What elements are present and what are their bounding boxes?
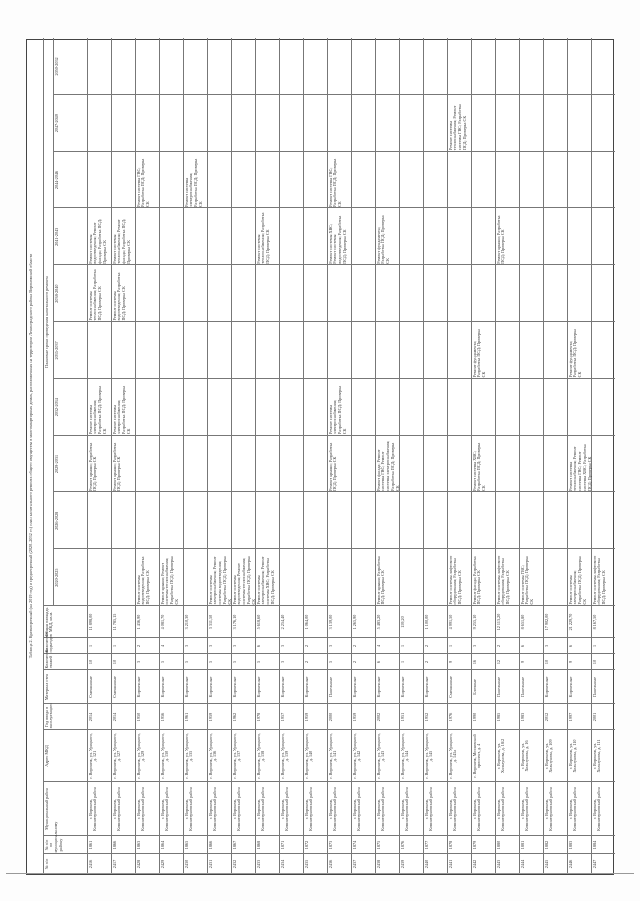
table-cell: г. Воронеж, Коминтерновский район — [543, 787, 554, 831]
table-cell: 2416 — [87, 859, 93, 869]
table-cell: 1952 — [423, 712, 429, 722]
repair-works-cell: Ремонт системы водоотведения; Ремонт фасада; Разработка ПСД; Проверка СК — [87, 218, 107, 264]
repair-works-cell: Ремонт системы теплоснабжения; Разработка ПСД; Проверка СК — [87, 269, 103, 321]
table-cell: 1 436,90 — [135, 614, 141, 630]
table-cell: 1959 — [303, 712, 309, 722]
table-cell: Панельные — [327, 677, 333, 697]
table-cell: 9 — [567, 660, 573, 664]
table-cell: Кирпичные — [567, 676, 573, 698]
table-cell: 2435 — [303, 859, 309, 869]
table-cell: г. Воронеж, ул. Хользунова, д. 111 — [591, 739, 602, 773]
table-cell: 1957 — [279, 712, 285, 722]
table-cell: 1876 — [399, 840, 405, 850]
table-cell: 1866 — [207, 840, 213, 850]
table-cell: 1 — [591, 644, 597, 648]
repair-works-cell: Ремонт фундамента; Разработка ПСД; Проверка СК — [567, 329, 583, 378]
table-cell: г. Воронеж, ул. Урицкого, д. 130 — [159, 733, 170, 779]
table-cell: 4 — [375, 644, 381, 648]
table-cell: г. Воронеж, Коминтерновский район — [159, 787, 170, 831]
table-cell: 4 081,70 — [159, 614, 165, 630]
table-cell: Смешанные — [111, 676, 117, 698]
table-cell: г. Воронеж, ул. Урицкого, д. 138 — [255, 733, 266, 779]
table-cell: Кирпичные — [135, 676, 141, 698]
table-cell: Кирпичные — [543, 676, 549, 698]
table-cell: 3 — [231, 644, 237, 648]
table-cell: 6 — [375, 660, 381, 664]
table-cell: г. Воронеж, Коминтерновский район — [279, 787, 290, 831]
page-bottom-rule — [6, 873, 634, 874]
column-rule — [43, 653, 615, 654]
repair-works-cell: Ремонт фасада; Разработка ПСД; Проверка СК — [471, 556, 482, 605]
table-cell: г. Воронеж, Коминтерновский район — [471, 787, 482, 831]
table-cell: 3 210,30 — [183, 614, 189, 630]
column-rule — [43, 637, 615, 638]
table-cell: 2430 — [183, 859, 189, 869]
table-cell: г. Воронеж, ул. Урицкого, д. 137 — [231, 733, 242, 779]
column-header: Адрес МКД — [43, 745, 49, 767]
repair-works-cell: Ремонт фасада; Ремонт системы ГВС; Ремонт системы электроснабжения; Разработка ПСД; Проверка СК — [375, 440, 400, 491]
table-cell: Кирпичные — [207, 676, 213, 698]
table-cell: 1951 — [399, 712, 405, 722]
column-rule — [43, 853, 615, 854]
table-cell: 5 — [327, 660, 333, 664]
table-cell: г. Воронеж, Московский проспект, д. 4 — [471, 734, 482, 778]
period-header: 2032-2034 — [53, 398, 59, 417]
table-cell: 17 902,00 — [543, 613, 549, 631]
repair-works-cell: Ремонт системы лифтового оборудования; Разработка ПСД; Проверка СК — [591, 555, 607, 605]
table-cell: Кирпичные — [351, 676, 357, 698]
table-cell: Кирпичные — [375, 676, 381, 698]
table-cell: 16 — [471, 659, 477, 665]
table-cell: 1978 — [255, 712, 261, 722]
table-cell: г. Воронеж, Коминтерновский район — [135, 787, 146, 831]
repair-works-cell: Ремонт крыши; Разработка ПСД; Проверка СК — [87, 442, 98, 491]
repair-works-cell: Ремонт системы электроснабжения; Разработка ПСД; Проверка СК — [567, 556, 587, 605]
repair-works-cell: Ремонт системы лифтового оборудования; Разработка ПСД; Проверка СК — [495, 555, 511, 605]
table-cell: 1861 — [87, 840, 93, 850]
table-cell: г. Воронеж, Коминтерновский район — [519, 787, 530, 831]
table-cell: 2436 — [327, 859, 333, 869]
table-cell: г. Воронеж, ул. Урицкого, д. 145 — [423, 733, 434, 779]
table-cell: 1882 — [543, 840, 549, 850]
column-header: Год ввода в эксплуатацию — [43, 703, 54, 729]
table-cell: 1983 — [519, 712, 525, 722]
table-cell: 6 — [255, 644, 261, 648]
table-cell: г. Воронеж, ул. Урицкого, д. 141 — [327, 733, 338, 779]
table-cell: Смешанные — [87, 676, 93, 698]
table-cell: 3 176,10 — [231, 614, 237, 630]
table-cell: Кирпичные — [159, 676, 165, 698]
table-cell: 5 — [183, 660, 189, 664]
table-cell: 9 — [447, 660, 453, 664]
table-cell: 3 — [207, 644, 213, 648]
table-cell: 2442 — [471, 859, 477, 869]
repair-works-cell: Ремонт системы теплоснабжения; Ремонт системы ГВС; Разработка ПСД; Проверка СК — [447, 104, 467, 151]
table-cell: 2431 — [207, 859, 213, 869]
table-cell: Панельные — [495, 677, 501, 697]
table-cell: 1868 — [255, 840, 261, 850]
table-cell: 1881 — [519, 840, 525, 850]
table-cell: 10 — [591, 659, 597, 665]
repair-works-cell: Ремонт системы водоотведения; Ремонт системы теплоснабжения; Разработка ПСД; Проверка СК — [231, 556, 256, 605]
table-cell: Кирпичные — [423, 676, 429, 698]
table-cell: 2 — [423, 660, 429, 664]
repair-works-cell: Ремонт системы электроснабжения; Разработка ПСД; Проверка СК — [87, 385, 107, 435]
period-header: 2026-2028 — [53, 511, 59, 530]
column-rule — [53, 264, 615, 265]
table-cell: 1865 — [183, 840, 189, 850]
repair-works-cell: Ремонт системы водоотведения; Разработка ПСД; Проверка СК — [111, 272, 127, 321]
table-cell: 21 229,70 — [567, 613, 573, 631]
table-cell: 2438 — [375, 859, 381, 869]
column-rule — [53, 378, 615, 379]
table-cell: г. Воронеж, Коминтерновский район — [327, 787, 338, 831]
table-cell: 2429 — [159, 859, 165, 869]
table-cell: 1866 — [111, 840, 117, 850]
table-cell: г. Воронеж, ул. Урицкого, д. 139 — [279, 733, 290, 779]
column-header: № п/п — [43, 858, 49, 870]
table-cell: 2443 — [495, 859, 501, 869]
table-cell: 5 618,60 — [255, 614, 261, 630]
table-cell: 3 — [543, 644, 549, 648]
table-cell: 1976 — [447, 712, 453, 722]
repair-works-cell: Ремонт системы теплоснабжения; Ремонт фасада; Разработка ПСД; Проверка СК — [111, 218, 131, 264]
repair-works-cell: Ремонт системы ХВС; Ремонт системы водоотведения; Разработка ПСД; Проверка СК — [327, 215, 347, 264]
table-cell: 12 113,20 — [495, 613, 501, 631]
table-cell: г. Воронеж, ул. Хользунова, д. 18/2 — [495, 738, 506, 774]
table-cell: 1880 — [495, 840, 501, 850]
table-cell: г. Воронеж, Коминтерновский район — [399, 787, 410, 831]
table-cell: 2432 — [231, 859, 237, 869]
repair-works-cell: Ремонт крыши; Ремонт системы теплоснабжения; Разработка ПСД; Проверка СК — [159, 556, 179, 605]
table-cell: г. Воронеж, Коминтерновский район — [111, 787, 122, 831]
table-cell: 9 — [519, 660, 525, 664]
table-cell: г. Воронеж, Коминтерновский район — [255, 787, 266, 831]
table-cell: 1872 — [303, 840, 309, 850]
table-cell: 1864 — [159, 840, 165, 850]
repair-works-cell: Ремонт фундамента; Разработка ПСД; Проверка СК — [471, 329, 487, 378]
table-cell: 2441 — [447, 859, 453, 869]
table-cell: 5 — [231, 660, 237, 664]
table-cell: 3 311,50 — [207, 614, 213, 630]
table-cell: 2445 — [543, 859, 549, 869]
table-cell: 2002 — [375, 712, 381, 722]
table-cell: 2428 — [135, 859, 141, 869]
period-header: 2047-2049 — [53, 114, 59, 133]
table-cell: 2447 — [591, 859, 597, 869]
table-cell: 2 — [495, 644, 501, 648]
column-rule — [43, 703, 615, 704]
table-cell: г. Воронеж, ул. Урицкого, д. 142 — [351, 733, 362, 779]
table-cell: 1874 — [351, 840, 357, 850]
table-cell: 1875 — [375, 840, 381, 850]
table-cell: 8 167,50 — [591, 614, 597, 630]
table-cell: Блочные — [471, 679, 477, 695]
table-cell: 1959 — [207, 712, 213, 722]
table-cell: 1878 — [447, 840, 453, 850]
column-rule — [43, 605, 615, 606]
table-cell: г. Воронеж, Коминтерновский район — [591, 787, 602, 831]
column-rule — [53, 94, 615, 95]
repair-works-cell: Ремонт крыши; Разработка ПСД; Проверка СК — [111, 442, 122, 491]
table-cell: 10 — [87, 659, 93, 665]
repair-works-cell: Ремонт фундамента; Разработка ПСД; Проверка СК — [375, 215, 391, 264]
table-cell: 2446 — [567, 859, 573, 869]
table-cell: г. Воронеж, ул. Урицкого, д. 127 — [111, 733, 122, 779]
table-cell: 12 — [495, 659, 501, 665]
table-cell: 10 — [543, 659, 549, 665]
table-cell: 11 785,15 — [111, 613, 117, 631]
table-cell: 2014 — [111, 712, 117, 722]
repair-works-cell: Ремонт системы электроснабжения; Ремонт системы водоотведения; Разработка ПСД; Проверка СК — [207, 556, 232, 605]
table-cell: 1877 — [423, 840, 429, 850]
table-cell: Кирпичные — [255, 676, 261, 698]
table-cell: 6 — [567, 644, 573, 648]
table-cell: 2439 — [399, 859, 405, 869]
table-cell: 2014 — [87, 712, 93, 722]
table-cell: 11 898,00 — [87, 613, 93, 631]
table-cell: 2001 — [591, 712, 597, 722]
column-rule — [43, 835, 615, 836]
table-cell: 1 064,00 — [303, 614, 309, 630]
table-cell: 1879 — [471, 840, 477, 850]
table-cell: Кирпичные — [279, 676, 285, 698]
repair-works-cell: Ремонт системы ГВС; Разработка ПСД; Проверка СК — [327, 158, 343, 207]
period-header: 2041-2043 — [53, 227, 59, 246]
table-cell: 1997 — [567, 712, 573, 722]
table-cell: г. Воронеж, ул. Урицкого, д. 136 — [207, 733, 218, 779]
period-header: 2035-2037 — [53, 341, 59, 360]
table-cell: 1950 — [135, 712, 141, 722]
table-cell: г. Воронеж, ул. Урицкого, д. 129 — [135, 733, 146, 779]
table-cell: Смешанные — [447, 676, 453, 698]
table-cell: 1962 — [231, 712, 237, 722]
column-rule — [53, 207, 615, 208]
table-cell: 3 139,00 — [327, 614, 333, 630]
table-cell: г. Воронеж, ул. Урицкого, д. 121 — [87, 733, 98, 779]
table-cell: 1956 — [159, 712, 165, 722]
repair-works-cell: Ремонт системы теплоснабжения; Разработка ПСД; Проверка СК — [255, 212, 271, 264]
table-cell: 3 — [135, 660, 141, 664]
table-cell: г. Воронеж, ул. Урицкого, д. 135 — [183, 733, 194, 779]
table-cell: 1990 — [471, 712, 477, 722]
table-cell: 1 — [87, 644, 93, 648]
column-rule — [43, 729, 615, 730]
table-cell: 1884 — [591, 840, 597, 850]
repair-works-cell: Ремонт системы ХВС; Разработка ПСД; Проверка СК — [471, 442, 487, 491]
table-cell: 2012 — [543, 712, 549, 722]
table-cell: 9 255,10 — [471, 614, 477, 630]
table-cell: 2 — [135, 644, 141, 648]
repair-works-cell: Ремонт системы ГВС; Разработка ПСД; Проверка СК — [519, 556, 535, 605]
repair-works-cell: Ремонт системы электроснабжения; Ремонт системы ХВС; Разработка ПСД; Проверка СК — [255, 556, 275, 605]
column-header: Муниципальный район — [43, 788, 49, 830]
table-cell: 3 — [471, 644, 477, 648]
column-rule — [53, 491, 615, 492]
table-cell: 2417 — [111, 859, 117, 869]
table-cell: Кирпичные — [399, 676, 405, 698]
table-cell: Панельные — [591, 677, 597, 697]
table-cell: 1867 — [231, 840, 237, 850]
table-cell: 4 991,50 — [447, 614, 453, 630]
repair-works-cell: Ремонт системы лифтового оборудования; Разработка ПСД; Проверка СК — [447, 555, 463, 605]
column-header: Общая площадь МКД, кв.м. — [43, 607, 54, 637]
repair-works-cell: Ремонт крыши; Разработка ПСД; Проверка СК — [495, 215, 506, 264]
table-cell: г. Воронеж, Коминтерновский район — [375, 787, 386, 831]
repair-works-cell: Ремонт крыши; Разработка ПСД; Проверка СК — [375, 556, 386, 605]
table-cell: 3 — [327, 644, 333, 648]
table-cell: 1873 — [327, 840, 333, 850]
table-cell: г. Воронеж, Коминтерновский район — [495, 787, 506, 831]
table-cell: г. Воронеж, ул. Урицкого, д. 145а — [447, 733, 458, 779]
table-cell: г. Воронеж, ул. Хользунова, д. 109 — [543, 739, 554, 773]
table-cell: 3 — [279, 644, 285, 648]
table-cell: 2 — [351, 644, 357, 648]
table-cell: г. Воронеж, ул. Хользунова, д. 16 — [519, 740, 530, 772]
table-cell: Кирпичные — [303, 676, 309, 698]
column-rule — [53, 435, 615, 436]
table-cell: 5 — [255, 660, 261, 664]
table-cell: г. Воронеж, Коминтерновский район — [207, 787, 218, 831]
table-cell: 2 — [351, 660, 357, 664]
table-cell: 1863 — [135, 840, 141, 850]
table-cell: г. Воронеж, Коминтерновский район — [447, 787, 458, 831]
table-cell: 1 100,00 — [423, 614, 429, 630]
table-cell: г. Воронеж, ул. Урицкого, д. 144 — [399, 733, 410, 779]
table-cell: г. Воронеж, ул. Урицкого, д. 143 — [375, 733, 386, 779]
table-cell: 2 — [303, 644, 309, 648]
period-header: 2020-2025 — [53, 568, 59, 587]
column-rule — [53, 548, 615, 549]
table-cell: 1 — [399, 644, 405, 648]
repair-works-cell: Ремонт крыши; Разработка ПСД; Проверка СК — [327, 442, 338, 491]
table-cell: Кирпичные — [231, 676, 237, 698]
table-cell: 5 — [207, 660, 213, 664]
table-cell: г. Воронеж, ул. Хользунова, д. 110 — [567, 739, 578, 773]
column-rule — [53, 321, 615, 322]
table-cell: 1 — [111, 644, 117, 648]
repair-works-cell: Ремонт системы электроснабжения; Разработка ПСД; Проверка СК — [183, 158, 203, 207]
table-cell: 1 — [399, 660, 405, 664]
table-cell: г. Воронеж, Коминтерновский район — [423, 787, 434, 831]
column-rule — [43, 669, 615, 670]
period-header: 2029-2031 — [53, 454, 59, 474]
table-cell: 1 — [447, 644, 453, 648]
periods-header: Плановые сроки проведения капитального ремонта — [44, 276, 49, 368]
table-cell: г. Воронеж, Коминтерновский район — [351, 787, 362, 831]
repair-works-cell: Ремонт системы электроснабжения; Разработка ПСД; Проверка СК — [111, 385, 131, 435]
table-cell: г. Воронеж, Коминтерновский район — [567, 787, 578, 831]
table-cell: 1985 — [495, 712, 501, 722]
table-cell: 2 — [423, 644, 429, 648]
table-cell: 6 — [519, 644, 525, 648]
table-cell: 2 254,40 — [279, 614, 285, 630]
table-cell: 1883 — [567, 840, 573, 850]
table-cell: 4 — [159, 644, 165, 648]
capital-repair-table — [26, 39, 614, 875]
table-cell: 10 — [111, 659, 117, 665]
table-cell: 159,20 — [399, 616, 405, 628]
column-header: № п/п по муниципальному району — [43, 821, 63, 853]
column-header: Материал стен — [43, 673, 49, 701]
table-cell: г. Воронеж, Коминтерновский район — [87, 787, 98, 831]
table-cell: г. Воронеж, ул. Урицкого, д. 140 — [303, 733, 314, 779]
table-cell: 1961 — [183, 712, 189, 722]
table-cell: Панельные — [519, 677, 525, 697]
period-header: 2044-2046 — [53, 170, 59, 190]
table-cell: 5 483,20 — [375, 614, 381, 630]
table-cell: г. Воронеж, Коминтерновский район — [183, 787, 194, 831]
table-cell: г. Воронеж, Коминтерновский район — [231, 787, 242, 831]
table-cell: 2437 — [351, 859, 357, 869]
table-cell: 2 — [303, 660, 309, 664]
column-header: Количество подъездов — [43, 631, 54, 653]
period-header: 2050-2052 — [53, 57, 59, 76]
repair-works-cell: Ремонт системы теплоснабжения; Ремонт системы ГВС; Ремонт системы ХВС; Разработка ПСД; Проверка СК — [567, 444, 592, 491]
table-cell: 5 — [159, 660, 165, 664]
table-cell: 1 265,90 — [351, 614, 357, 630]
rotated-table-container — [26, 39, 614, 875]
table-cell: 1959 — [351, 712, 357, 722]
table-cell: 2434 — [279, 859, 285, 869]
table-title: Таблица 2. Краткосрочный (на 2019 год) и среднесрочный (2020–2052 гг.) план капитального ремонта общего имущества в многоквартирных домах, расположенных на территории Ленинградского района Воронежской области — [28, 253, 33, 659]
column-header: Количество этажей — [43, 647, 54, 669]
table-cell: г. Воронеж, Коминтерновский район — [303, 787, 314, 831]
column-rule — [53, 151, 615, 152]
column-rule — [43, 781, 615, 782]
period-header: 2038-2040 — [53, 284, 59, 303]
table-cell: 2000 — [327, 712, 333, 722]
table-cell: 3 — [183, 644, 189, 648]
table-cell: 2433 — [255, 859, 261, 869]
repair-works-cell: Ремонт системы ГВС; Разработка ПСД; Проверка СК — [135, 158, 151, 207]
table-cell: 2444 — [519, 859, 525, 869]
table-cell: 3 — [279, 660, 285, 664]
table-cell: Кирпичные — [183, 676, 189, 698]
table-cell: 2440 — [423, 859, 429, 869]
repair-works-cell: Ремонт системы водоотведения; Разработка ПСД; Проверка СК — [135, 556, 151, 605]
repair-works-cell: Ремонт системы электроснабжения; Разработка ПСД; Проверка СК — [327, 385, 347, 435]
table-cell: 1871 — [279, 840, 285, 850]
table-cell: 8 651,80 — [519, 614, 525, 630]
